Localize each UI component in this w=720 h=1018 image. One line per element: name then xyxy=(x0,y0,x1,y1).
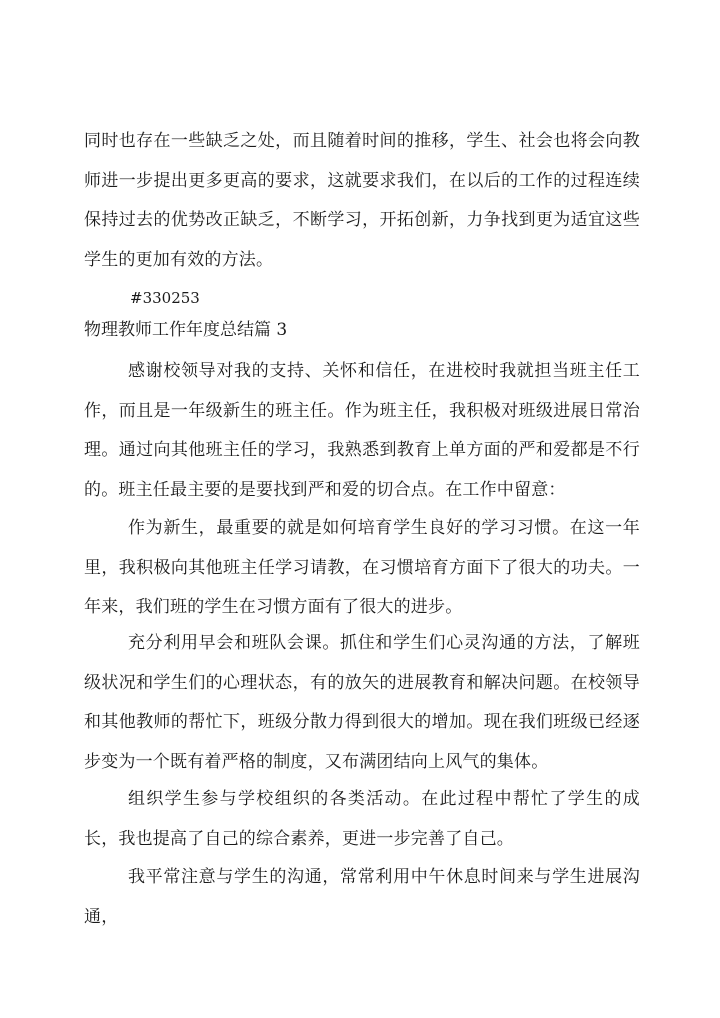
paragraph-communication: 我平常注意与学生的沟通，常常利用中午休息时间来与学生进展沟通， xyxy=(84,867,640,927)
paragraph-habits: 作为新生，最重要的就是如何培育学生良好的学习习惯。在这一年里，我积极向其他班主任学习请教，在习惯培育方面下了很大的功夫。一年来，我们班的学生在习惯方面有了很大的进步。 xyxy=(84,518,640,618)
paragraph-meetings: 充分利用早会和班队会课。抓住和学生们心灵沟通的方法，了解班级状况和学生们的心理状态，有的放矢的进展教育和解决问题。在校领导和其他教师的帮忙下，班级分散力得到很大的增加。现在我们班级已经逐步变为一个既有着严格的制度，又布满团结向上风气的集体。 xyxy=(84,633,640,772)
section-title: 物理教师工作年度总结篇 3 xyxy=(84,320,288,340)
document-id: #330253 xyxy=(130,289,200,307)
paragraph-continuation: 同时也存在一些缺乏之处，而且随着时间的推移，学生、社会也将会向教师进一步提出更多更高的要求，这就要求我们，在以后的工作的过程连续保持过去的优势改正缺乏，不断学习，开拓创新，力争找到更为适宜这些学生的更加有效的方法。 xyxy=(84,131,640,270)
paragraph-thanks: 感谢校领导对我的支持、关怀和信任，在进校时我就担当班主任工作，而且是一年级新生的班主任。作为班主任，我积极对班级进展日常治理。通过向其他班主任的学习，我熟悉到教育上单方面的严和爱都是不行的。班主任最主要的是要找到严和爱的切合点。在工作中留意： xyxy=(84,361,640,500)
paragraph-activities: 组织学生参与学校组织的各类活动。在此过程中帮忙了学生的成长，我也提高了自己的综合素养，更进一步完善了自己。 xyxy=(84,789,640,849)
